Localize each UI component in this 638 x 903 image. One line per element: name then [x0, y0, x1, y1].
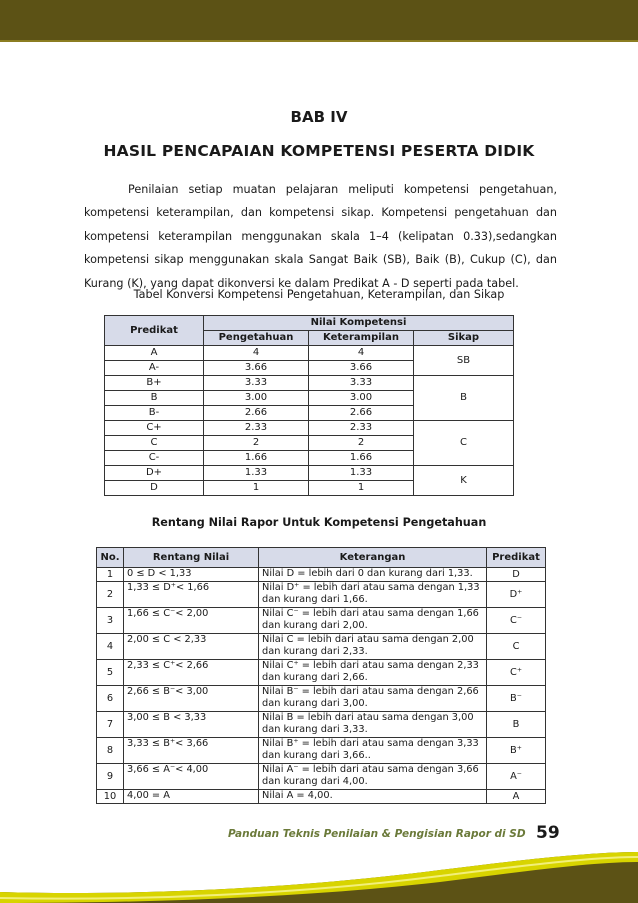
cell-no: 3 [97, 608, 124, 634]
cell-predikat: A⁻ [487, 764, 546, 790]
header-sikap: Sikap [414, 331, 514, 346]
table-row [97, 568, 546, 582]
cell-no: 8 [97, 738, 124, 764]
footer-swoosh [0, 852, 638, 903]
cell-rentang: 3,33 ≤ B⁺< 3,66 [124, 738, 259, 764]
header-keterampilan: Keterampilan [309, 331, 414, 346]
cell-keterampilan: 2.33 [309, 421, 414, 436]
table1-caption: Tabel Konversi Kompetensi Pengetahuan, Keterampilan, dan Sikap [133, 288, 505, 301]
cell-pengetahuan: 1.33 [204, 466, 309, 481]
page-number: 59 [536, 823, 560, 843]
cell-keterangan: Nilai B⁻ = lebih dari atau sama dengan 2,66 dan kurang dari 3,00. [259, 686, 487, 712]
cell-pengetahuan: 3.66 [204, 361, 309, 376]
cell-pengetahuan: 3.00 [204, 391, 309, 406]
cell-no: 2 [97, 582, 124, 608]
cell-rentang: 1,66 ≤ C⁻< 2,00 [124, 608, 259, 634]
cell-no: 7 [97, 712, 124, 738]
cell-predikat: B⁻ [487, 686, 546, 712]
cell-predikat: D [105, 481, 204, 496]
cell-keterangan: Nilai B = lebih dari atau sama dengan 3,00 dan kurang dari 3,33. [259, 712, 487, 738]
cell-rentang: 3,66 ≤ A⁻< 4,00 [124, 764, 259, 790]
header-no: No. [97, 548, 124, 568]
chapter-label: BAB IV [290, 108, 348, 126]
cell-no: 4 [97, 634, 124, 660]
cell-keterampilan: 1 [309, 481, 414, 496]
cell-keterampilan: 3.00 [309, 391, 414, 406]
cell-predikat: C [105, 436, 204, 451]
footer-title: Panduan Teknis Penilaian & Pengisian Rapor di SD [228, 828, 526, 840]
top-header-band-accent [0, 40, 638, 42]
range-table [96, 547, 546, 804]
header-keterangan: Keterangan [259, 548, 487, 568]
cell-no: 9 [97, 764, 124, 790]
cell-no: 5 [97, 660, 124, 686]
cell-sikap: B [414, 376, 514, 421]
cell-keterangan: Nilai A = 4,00. [259, 790, 487, 804]
header-pengetahuan: Pengetahuan [204, 331, 309, 346]
table-row [97, 634, 546, 660]
chapter-title: HASIL PENCAPAIAN KOMPETENSI PESERTA DIDIK [103, 142, 535, 160]
intro-text: Penilaian setiap muatan pelajaran meliputi kompetensi pengetahuan, kompetensi keterampilan, dan kompetensi sikap. Kompetensi pengetahuan dan kompetensi keterampilan menggunakan skala 1–4 (kelipatan 0.33),sedangkan kompetensi sikap menggunakan skala Sangat Baik (SB), Baik (B), Cukup (C), dan Kurang (K), yang dapat dikonversi ke dalam Predikat A - D seperti pada tabel. [84, 183, 557, 290]
cell-keterampilan: 2.66 [309, 406, 414, 421]
intro-paragraph [84, 178, 557, 295]
top-header-band [0, 0, 638, 40]
cell-predikat: A- [105, 361, 204, 376]
cell-predikat: C+ [105, 421, 204, 436]
cell-predikat: D⁺ [487, 582, 546, 608]
cell-pengetahuan: 1.66 [204, 451, 309, 466]
cell-pengetahuan: 2 [204, 436, 309, 451]
header-nilai-kompetensi: Nilai Kompetensi [204, 316, 514, 331]
header-predikat: Predikat [105, 316, 204, 346]
cell-predikat: C [487, 634, 546, 660]
cell-no: 6 [97, 686, 124, 712]
cell-predikat: B [487, 712, 546, 738]
conversion-table [104, 315, 514, 496]
cell-pengetahuan: 3.33 [204, 376, 309, 391]
header-rentang-nilai: Rentang Nilai [124, 548, 259, 568]
table-row [97, 582, 546, 608]
cell-keterangan: Nilai D = lebih dari 0 dan kurang dari 1,33. [259, 568, 487, 582]
cell-predikat: B- [105, 406, 204, 421]
cell-rentang: 0 ≤ D < 1,33 [124, 568, 259, 582]
table-row [97, 608, 546, 634]
cell-pengetahuan: 1 [204, 481, 309, 496]
cell-sikap: SB [414, 346, 514, 376]
cell-pengetahuan: 2.66 [204, 406, 309, 421]
cell-keterampilan: 1.66 [309, 451, 414, 466]
header-predikat: Predikat [487, 548, 546, 568]
cell-pengetahuan: 4 [204, 346, 309, 361]
cell-rentang: 4,00 = A [124, 790, 259, 804]
cell-no: 10 [97, 790, 124, 804]
cell-keterampilan: 3.66 [309, 361, 414, 376]
cell-keterangan: Nilai A⁻ = lebih dari atau sama dengan 3,66 dan kurang dari 4,00. [259, 764, 487, 790]
table-row [97, 686, 546, 712]
cell-keterampilan: 4 [309, 346, 414, 361]
cell-keterampilan: 3.33 [309, 376, 414, 391]
cell-keterangan: Nilai C⁻ = lebih dari atau sama dengan 1,66 dan kurang dari 2,00. [259, 608, 487, 634]
table-row [97, 790, 546, 804]
cell-predikat: A [487, 790, 546, 804]
cell-rentang: 3,00 ≤ B < 3,33 [124, 712, 259, 738]
table-row [97, 738, 546, 764]
cell-pengetahuan: 2.33 [204, 421, 309, 436]
cell-keterangan: Nilai C = lebih dari atau sama dengan 2,00 dan kurang dari 2,33. [259, 634, 487, 660]
table-row [97, 764, 546, 790]
cell-sikap: K [414, 466, 514, 496]
cell-keterangan: Nilai C⁺ = lebih dari atau sama dengan 2,33 dan kurang dari 2,66. [259, 660, 487, 686]
cell-rentang: 2,66 ≤ B⁻< 3,00 [124, 686, 259, 712]
table-row [105, 421, 514, 436]
cell-predikat: C⁻ [487, 608, 546, 634]
cell-rentang: 2,33 ≤ C⁺< 2,66 [124, 660, 259, 686]
cell-predikat: C⁺ [487, 660, 546, 686]
cell-predikat: B [105, 391, 204, 406]
cell-keterangan: Nilai D⁺ = lebih dari atau sama dengan 1,33 dan kurang dari 1,66. [259, 582, 487, 608]
table2-caption: Rentang Nilai Rapor Untuk Kompetensi Pengetahuan [151, 516, 487, 529]
cell-predikat: D+ [105, 466, 204, 481]
table-row [105, 346, 514, 361]
cell-predikat: C- [105, 451, 204, 466]
cell-keterampilan: 1.33 [309, 466, 414, 481]
cell-no: 1 [97, 568, 124, 582]
cell-rentang: 1,33 ≤ D⁺< 1,66 [124, 582, 259, 608]
cell-sikap: C [414, 421, 514, 466]
table-row [105, 376, 514, 391]
cell-keterangan: Nilai B⁺ = lebih dari atau sama dengan 3,33 dan kurang dari 3,66.. [259, 738, 487, 764]
cell-predikat: B+ [105, 376, 204, 391]
cell-keterampilan: 2 [309, 436, 414, 451]
table-row [97, 712, 546, 738]
table-row [97, 660, 546, 686]
cell-rentang: 2,00 ≤ C < 2,33 [124, 634, 259, 660]
cell-predikat: B⁺ [487, 738, 546, 764]
table-row [105, 466, 514, 481]
cell-predikat: A [105, 346, 204, 361]
cell-predikat: D [487, 568, 546, 582]
